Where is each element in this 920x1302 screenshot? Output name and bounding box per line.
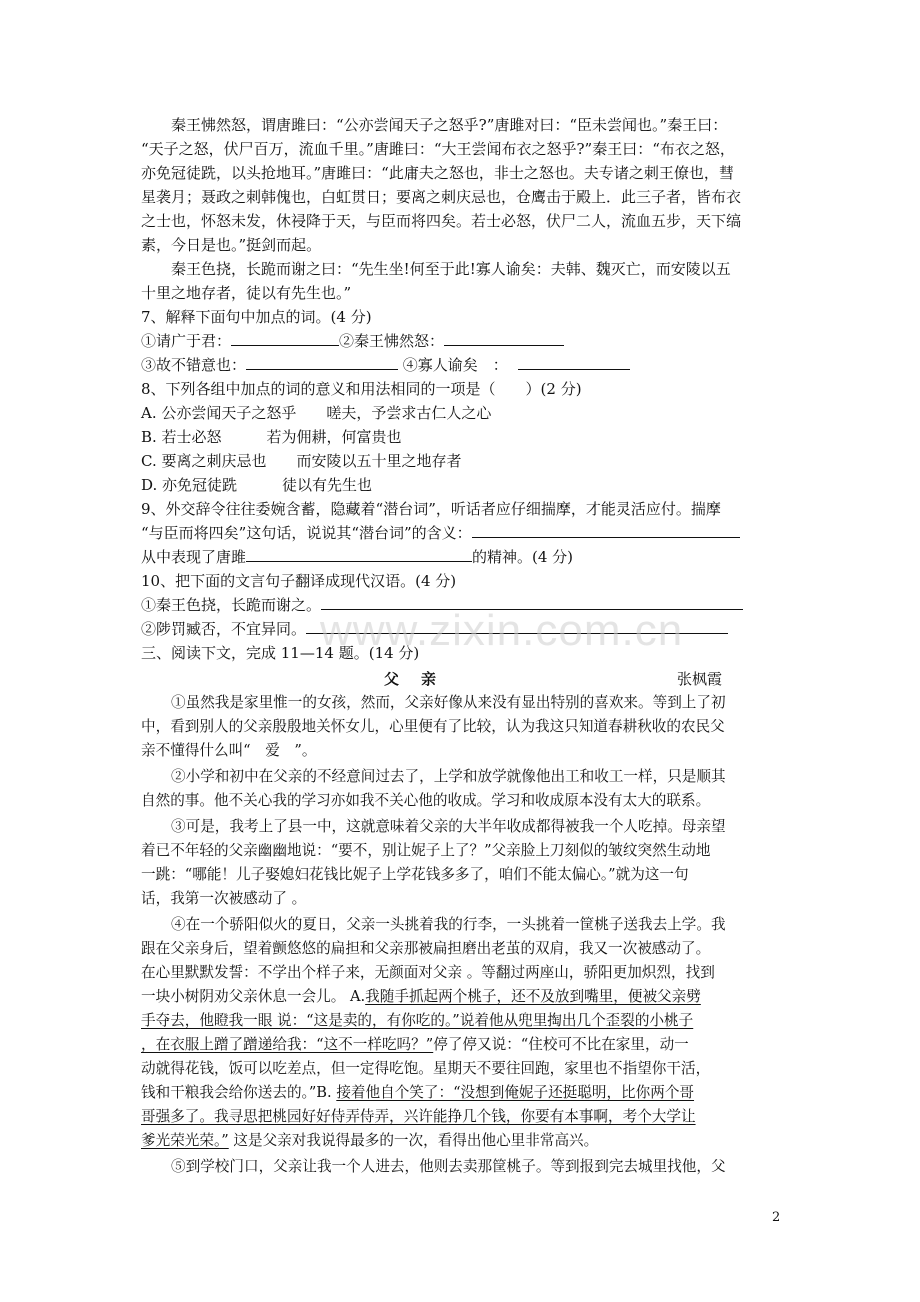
article-line [141,1082,791,1104]
q8-option-a: A. 公亦尝闻天子之怒乎 嗟夫，予尝求古仁人之心 [141,404,492,422]
q9-prompt: 从中表现了唐雎 [141,548,247,566]
article-line: 话，我第一次被感动了 。 [141,890,307,907]
q9-prompt: “与臣而将四矣”这句话，说说其“潜台词”的含义： [141,524,472,542]
passage-line: 亦免冠徒跣，以头抢地耳。”唐雎曰：“此庸夫之怒也，非士之怒也。夫专诸之刺王僚也，彗 [141,164,734,182]
answer-blank[interactable] [444,331,564,346]
passage-line: 星袭月；聂政之刺韩傀也，白虹贯日；要离之刺庆忌也，仓鹰击于殿上．此三子者，皆布衣 [141,188,742,206]
q9-suffix: 的精神。(4 分) [472,548,574,566]
answer-blank[interactable] [231,331,339,346]
q10-sentence: ②陟罚臧否，不宜异同。 [141,620,307,638]
article-line: ④在一个骄阳似火的夏日，父亲一头挑着我的行李，一头挑着一筐桃子送我去上学。我 [171,916,726,933]
q7-item-c: ③故不错意也： [141,356,247,374]
q10-sentence: ①秦王色挠，长跪而谢之。 [141,596,322,614]
article-line [141,986,791,1008]
answer-blank[interactable] [246,355,398,370]
underlined-text: 我随手抓起两个桃子，还不及放到嘴里，便被父亲劈 [365,988,701,1005]
article-line: 跟在父亲身后，望着颤悠悠的扁担和父亲那被扁担磨出老茧的双肩，我又一次被感动了。 [141,940,711,957]
underlined-text: 接着他自个笑了：“没想到俺妮子还挺聪明，比你两个哥 [336,1084,695,1101]
passage-line: 素，今日是也。”挺剑而起。 [141,236,322,254]
watermark: www.zixin.com.cn [320,606,684,655]
marker-a: A. [349,988,366,1005]
article-line [141,1010,791,1032]
article-line: ①虽然我是家里惟一的女孩，然而，父亲好像从来没有显出特别的喜欢来。等到上了初 [171,694,726,711]
article-line: 中，看到别人的父亲殷殷地关怀女儿，心里便有了比较，认为我这只知道春耕秋收的农民父 [141,718,725,735]
article-line [141,1106,791,1128]
article-line: 一跳：“哪能！儿子娶媳妇花钱比妮子上学花钱多多了，咱们不能太偏心。”就为这一句 [141,866,689,883]
answer-blank[interactable] [518,355,630,370]
article-title: 父亲 [384,670,459,688]
q8-option-d: D. 亦免冠徒跣 徒以有先生也 [141,476,373,494]
q9-line [141,546,791,568]
article-line: 着已不年轻的父亲幽幽地说：“要不，别让妮子上了？”父亲脸上刀刻似的皱纹突然生动地 [141,842,711,859]
page-number: 2 [772,1210,781,1225]
q7-row2 [141,354,791,376]
passage-line: “天子之怒，伏尸百万，流血千里。”唐雎曰：“大王尝闻布衣之怒乎?”秦王曰：“布衣之怒， [141,140,735,158]
article-line: 自然的事。他不关心我的学习亦如我不关心他的收成。学习和收成原本没有太大的联系。 [141,792,711,809]
answer-blank[interactable] [246,547,472,562]
article-text: 这是父亲对我说得最多的一次，看得出他心里非常高兴。 [233,1132,599,1149]
underlined-text: ，在衣服上蹭了蹭递给我：“这不一样吃吗？” [141,1036,434,1053]
passage-line: 秦王色挠，长跪而谢之曰：“先生坐!何至于此!寡人谕矣：夫韩、魏灭亡，而安陵以五 [171,260,731,278]
article-line: ③可是，我考上了县一中，这就意味着父亲的大半年收成都得被我一个人吃掉。母亲望 [171,818,726,835]
q9-line [141,522,791,544]
q7-item-d: ④寡人谕矣 ： [402,356,508,374]
article-text: 一块小树阴劝父亲休息一会儿。 [141,988,346,1005]
underlined-text: 哥强多了。我寻思把桃园好好侍弄侍弄，兴许能挣几个钱，你要有本事啊，考个大学让 [141,1108,696,1125]
article-line: 亲不懂得什么叫“ 爱 ”。 [141,742,317,759]
passage-line: 之士也，怀怒未发，休祲降于天，与臣而将四矣。若士必怒，伏尸二人，流血五步，天下缟 [141,212,742,230]
article-line: ⑤到学校门口，父亲让我一个人进去，他则去卖那筐桃子。等到报到完去城里找他，父 [171,1158,726,1175]
q8-option-c: C. 要离之刺庆忌也 而安陵以五十里之地存者 [141,452,462,470]
article-line: ②小学和初中在父亲的不经意间过去了，上学和放学就像他出工和收工一样，只是顺其 [171,768,726,785]
passage-line: 秦王怫然怒，谓唐雎曰：“公亦尝闻天子之怒乎?”唐雎对曰：“臣未尝闻也。”秦王曰： [171,116,728,134]
underlined-text: 爹光荣光荣。” [141,1132,229,1149]
q8-stem: 8、下列各组中加点的词的意义和用法相同的一项是（ ）(2 分) [141,380,582,398]
underlined-text: 手夺去，他瞪我一眼 说：“这是卖的，有你吃的。”说着他从兜里掏出几个歪裂的小桃子 [141,1012,694,1029]
article-line [141,1130,791,1152]
article-line: 动就得花钱，饭可以吃差点，但一定得吃饱。星期天不要往回跑，家里也不指望你干活， [141,1060,711,1077]
answer-blank[interactable] [472,523,740,538]
q8-option-b: B. 若士必怒 若为佣耕，何富贵也 [141,428,402,446]
article-author: 张枫霞 [677,670,723,688]
q7-stem: 7、解释下面句中加点的词。(4 分) [141,308,372,326]
section-heading: 三、阅读下文，完成 11—14 题。(14 分) [141,644,420,662]
q7-item-b: ②秦王怫然怒： [339,332,445,350]
q10-stem: 10、把下面的文言句子翻译成现代汉语。(4 分) [141,572,457,590]
article-line [141,1034,791,1056]
article-text: 停了停又说：“住校可不比在家里，动一 [433,1036,689,1053]
q7-row1 [141,330,791,352]
q9-line: 9、外交辞令往往委婉含蓄，隐藏着“潜台词”，听话者应仔细揣摩，才能灵活应付。揣摩 [141,500,721,518]
q7-item-a: ①请广于君： [141,332,232,350]
article-text: 钱和干粮我会给你送去的。” [141,1084,317,1101]
passage-line: 十里之地存者，徒以有先生也。” [141,284,352,302]
marker-b: B. [316,1084,332,1101]
article-line: 在心里默默发誓：不学出个样子来，无颜面对父亲 。等翻过两座山，骄阳更加炽烈，找到 [141,964,715,981]
